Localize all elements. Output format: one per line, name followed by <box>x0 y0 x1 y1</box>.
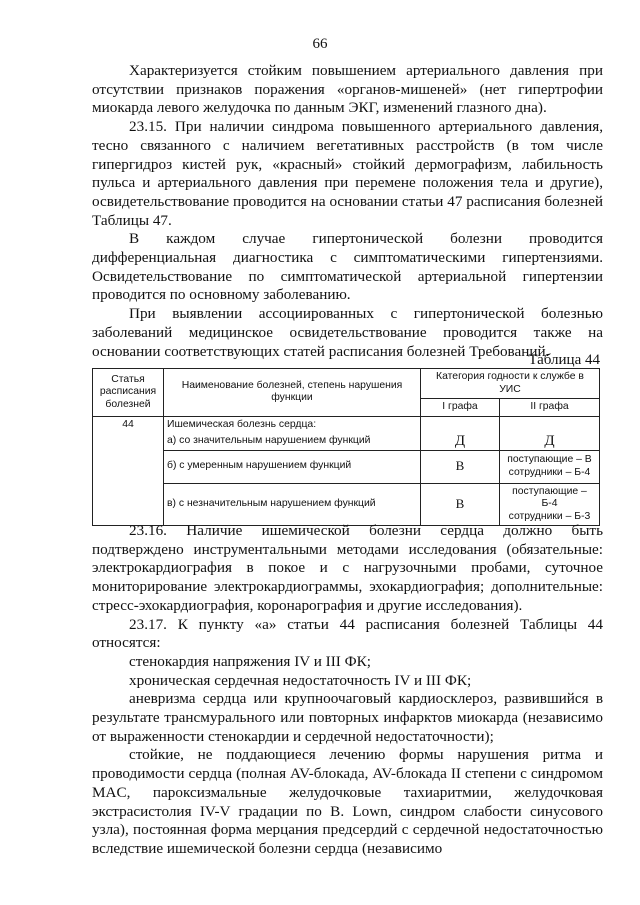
page-number: 66 <box>312 36 328 52</box>
paragraph-aneurysm: аневризма сердца или крупноочаговый кардиосклероз, развившийся в результате трансмурального или повторных инфарктов миокарда (независимо от выраженности стенокардии и сердечной недостаточности); <box>92 690 603 745</box>
cell-disease-title: Ишемическая болезнь сердца: <box>164 416 421 433</box>
table-header-row <box>93 369 600 399</box>
intro-text <box>92 62 603 361</box>
grade-applicants: поступающие – Б-4 <box>512 485 587 509</box>
cell-name: а) со значительным нарушением функций <box>164 433 421 450</box>
cell-grade-1: В <box>421 483 500 526</box>
paragraph-23-15: 23.15. При наличии синдрома повышенного артериального давления, тесно связанного с наличием вегетативных расстройств (в том числе гипергидроз кистей рук, «красный» стойкий дермографизм, лабильность пульса и артериального давления при перемене положения тела и другие), освидетельствование проводится на основании статьи 47 расписания болезней Таблицы 47. <box>92 118 603 229</box>
cell-grade-1: Д <box>421 433 500 450</box>
grade-employees: сотрудники – Б-4 <box>508 466 591 478</box>
list-item: хроническая сердечная недостаточность IV и III ФК; <box>129 671 472 689</box>
table-row <box>93 433 600 450</box>
header-column-2: II графа <box>500 399 600 417</box>
grade-applicants: поступающие – В <box>507 454 592 465</box>
cell-grade-2 <box>500 450 600 483</box>
cell-grade-2: Д <box>500 433 600 450</box>
header-article: Статья расписания болезней <box>93 369 164 417</box>
paragraph-differential-diagnosis: В каждом случае гипертонической болезни проводится дифференциальная диагностика с симптоматическими гипертензиями. Освидетельствование по симптоматической артериальной гипертензии проводится по основному заболеванию. <box>92 230 603 304</box>
paragraph-associated-diseases: При выявлении ассоциированных с гипертонической болезнью заболеваний медицинское освидетельствование проводится также на основании соответствующих статей расписания болезней Требований. <box>92 305 603 360</box>
table-caption: Таблица 44 <box>528 352 600 368</box>
paragraph-23-16: 23.16. Наличие ишемической болезни сердца должно быть подтверждено инструментальными методами исследования (обязательные: электрокардиография в покое и с нагрузочными пробами, суточное мониторирование электрокардиограммы, эхокардиография; дополнительные: стресс-эхокардиография, коронарография и другие исследования). <box>92 522 603 614</box>
table-row <box>93 416 600 433</box>
table-row <box>93 450 600 483</box>
list-item: стенокардия напряжения IV и III ФК; <box>129 652 371 670</box>
cell-name: в) с незначительным нарушением функций <box>164 483 421 526</box>
paragraph-23-17: 23.17. К пункту «а» статьи 44 расписания болезней Таблицы 44 относятся: <box>92 615 603 652</box>
header-column-1: I графа <box>421 399 500 417</box>
table-row <box>93 483 600 526</box>
header-category: Категория годности к службе в УИС <box>421 369 600 399</box>
cell-article: 44 <box>93 416 164 526</box>
table-44 <box>92 368 600 526</box>
header-name: Наименование болезней, степень нарушения функции <box>164 369 421 417</box>
paragraph-hypertension-stage: Характеризуется стойким повышением артериального давления при отсутствии признаков поражения «органов-мишеней» (нет гипертрофии миокарда левого желудочка по данным ЭКГ, изменений глазного дна). <box>92 62 603 117</box>
paragraph-arrhythmia: стойкие, не поддающиеся лечению формы нарушения ритма и проводимости сердца (полная AV-блокада, AV-блокада II степени с синдромом MAC, пароксизмальные желудочковые тахиаритмии, желудочковая экстрасистолия IV-V градации по B. Lown, синдром слабости синусового узла), постоянная форма мерцания предсердий с сердечной недостаточностью вследствие ишемической болезни сердца (независимо <box>92 746 603 857</box>
cell-grade-1: В <box>421 450 500 483</box>
after-table-text <box>92 522 603 859</box>
grade-employees: сотрудники – Б-3 <box>508 510 591 522</box>
cell-grade-2 <box>500 483 600 526</box>
cell-name: б) с умеренным нарушением функций <box>164 450 421 483</box>
